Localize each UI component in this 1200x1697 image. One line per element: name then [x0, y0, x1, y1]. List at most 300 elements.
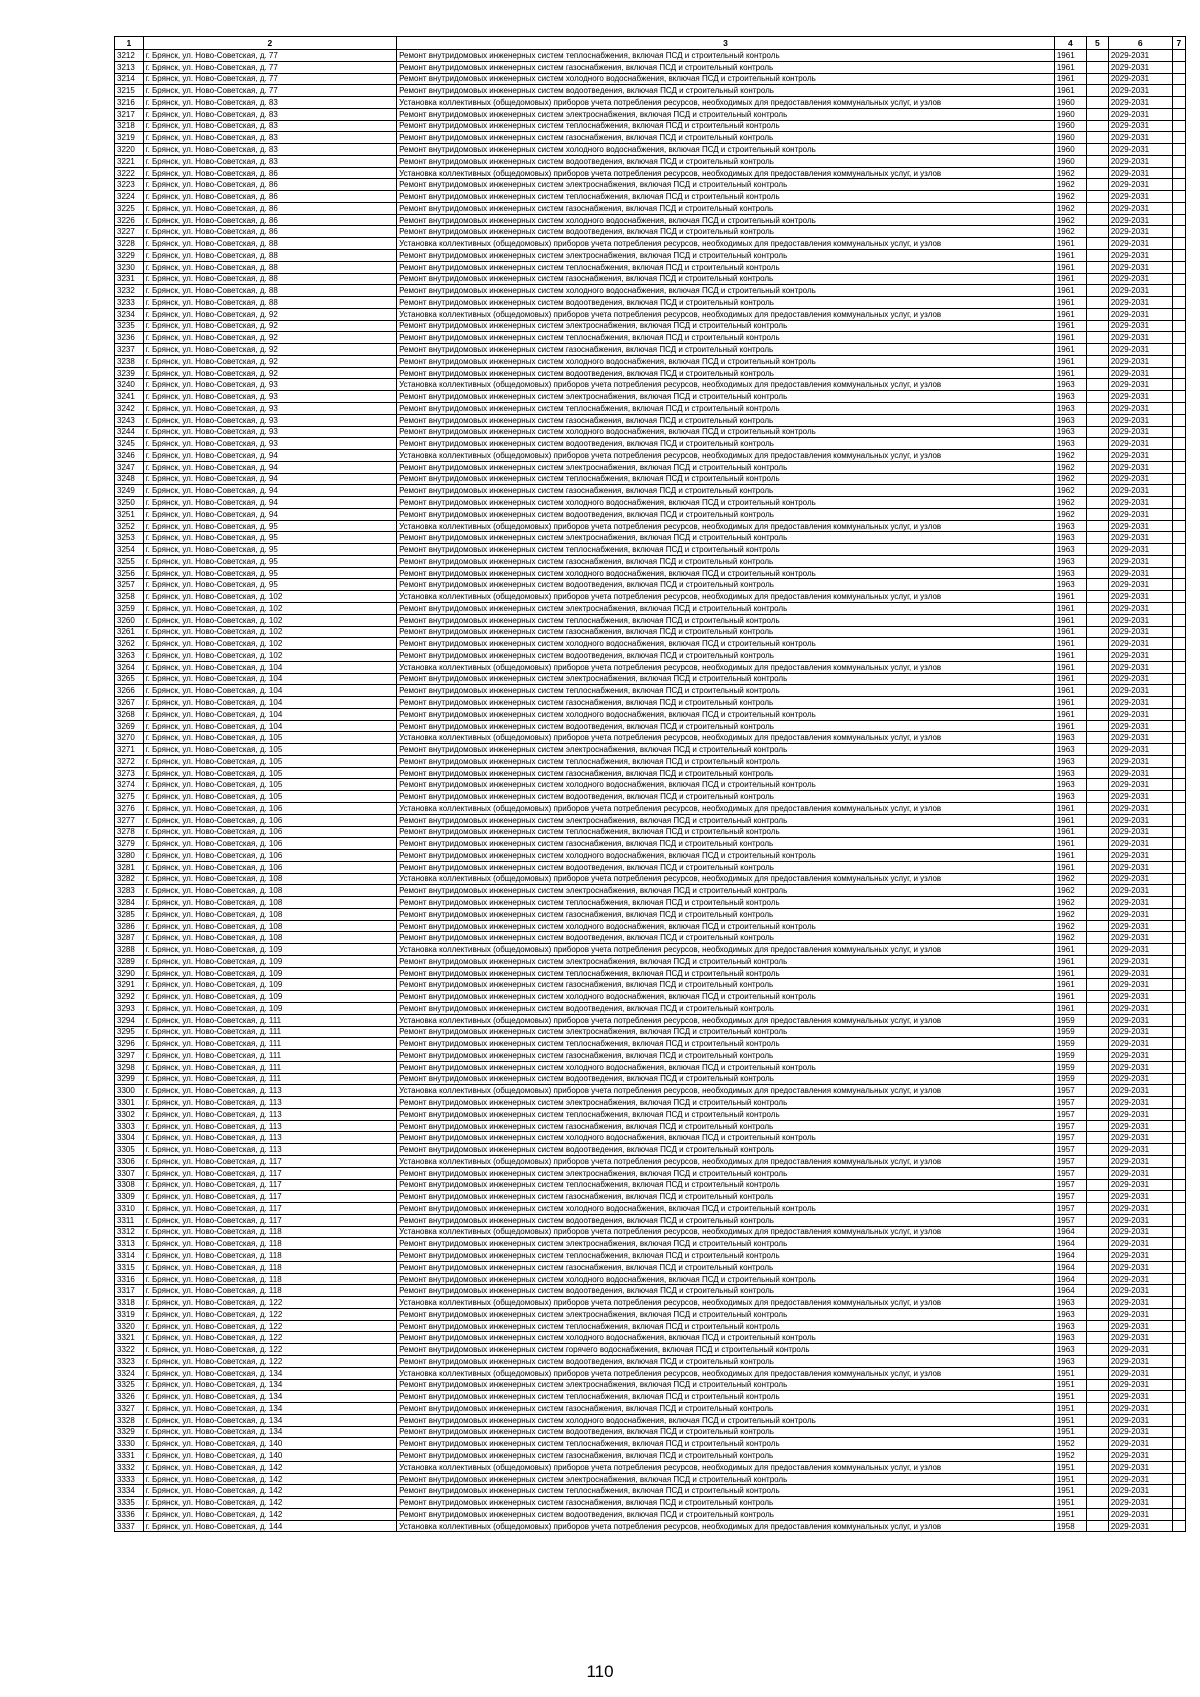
row-work-type: Ремонт внутридомовых инженерных систем электроснабжения, включая ПСД и строительный контроль [397, 885, 1055, 897]
row-work-type: Ремонт внутридомовых инженерных систем водоотведения, включая ПСД и строительный контроль [397, 720, 1055, 732]
row-period: 2029-2031 [1108, 708, 1172, 720]
row-address: г. Брянск, ул. Ново-Советская, д. 117 [143, 1191, 396, 1203]
row-col-7 [1172, 1391, 1185, 1403]
row-address: г. Брянск, ул. Ново-Советская, д. 105 [143, 732, 396, 744]
row-address: г. Брянск, ул. Ново-Советская, д. 108 [143, 920, 396, 932]
row-year: 1964 [1054, 1238, 1086, 1250]
row-col-5 [1086, 144, 1108, 156]
row-year: 1961 [1054, 850, 1086, 862]
row-address: г. Брянск, ул. Ново-Советская, д. 92 [143, 320, 396, 332]
row-col-5 [1086, 320, 1108, 332]
row-year: 1959 [1054, 1026, 1086, 1038]
row-address: г. Брянск, ул. Ново-Советская, д. 105 [143, 744, 396, 756]
row-work-type: Ремонт внутридомовых инженерных систем холодного водоснабжения, включая ПСД и строительный контроль [397, 1414, 1055, 1426]
row-period: 2029-2031 [1108, 1473, 1172, 1485]
table-row [115, 1014, 1186, 1026]
row-work-type: Ремонт внутридомовых инженерных систем газоснабжения, включая ПСД и строительный контроль [397, 1450, 1055, 1462]
row-address: г. Брянск, ул. Ново-Советская, д. 105 [143, 791, 396, 803]
row-work-type: Ремонт внутридомовых инженерных систем газоснабжения, включая ПСД и строительный контроль [397, 344, 1055, 356]
row-period: 2029-2031 [1108, 861, 1172, 873]
row-work-type: Ремонт внутридомовых инженерных систем водоотведения, включая ПСД и строительный контроль [397, 791, 1055, 803]
row-address: г. Брянск, ул. Ново-Советская, д. 142 [143, 1508, 396, 1520]
row-number: 3261 [115, 626, 144, 638]
row-period: 2029-2031 [1108, 391, 1172, 403]
row-work-type: Ремонт внутридомовых инженерных систем водоотведения, включая ПСД и строительный контроль [397, 579, 1055, 591]
row-work-type: Ремонт внутридомовых инженерных систем холодного водоснабжения, включая ПСД и строительный контроль [397, 708, 1055, 720]
row-number: 3335 [115, 1497, 144, 1509]
row-work-type: Ремонт внутридомовых инженерных систем теплоснабжения, включая ПСД и строительный контроль [397, 261, 1055, 273]
row-work-type: Ремонт внутридомовых инженерных систем электроснабжения, включая ПСД и строительный контроль [397, 673, 1055, 685]
row-col-7 [1172, 367, 1185, 379]
row-col-5 [1086, 1238, 1108, 1250]
row-address: г. Брянск, ул. Ново-Советская, д. 118 [143, 1261, 396, 1273]
row-work-type: Ремонт внутридомовых инженерных систем теплоснабжения, включая ПСД и строительный контроль [397, 1438, 1055, 1450]
row-col-7 [1172, 1003, 1185, 1015]
header-col-4: 4 [1054, 37, 1086, 50]
row-year: 1961 [1054, 308, 1086, 320]
row-period: 2029-2031 [1108, 1461, 1172, 1473]
row-number: 3224 [115, 191, 144, 203]
row-col-5 [1086, 97, 1108, 109]
row-period: 2029-2031 [1108, 155, 1172, 167]
row-year: 1961 [1054, 344, 1086, 356]
row-period: 2029-2031 [1108, 685, 1172, 697]
row-col-7 [1172, 332, 1185, 344]
row-col-5 [1086, 1497, 1108, 1509]
row-col-5 [1086, 179, 1108, 191]
row-col-5 [1086, 861, 1108, 873]
row-address: г. Брянск, ул. Ново-Советская, д. 111 [143, 1026, 396, 1038]
table-row [115, 626, 1186, 638]
row-year: 1962 [1054, 473, 1086, 485]
row-number: 3236 [115, 332, 144, 344]
row-address: г. Брянск, ул. Ново-Советская, д. 104 [143, 708, 396, 720]
row-work-type: Ремонт внутридомовых инженерных систем электроснабжения, включая ПСД и строительный контроль [397, 108, 1055, 120]
table-row [115, 50, 1186, 62]
row-work-type: Ремонт внутридомовых инженерных систем водоотведения, включая ПСД и строительный контроль [397, 932, 1055, 944]
row-address: г. Брянск, ул. Ново-Советская, д. 102 [143, 638, 396, 650]
row-col-5 [1086, 1379, 1108, 1391]
row-year: 1961 [1054, 297, 1086, 309]
row-col-5 [1086, 932, 1108, 944]
row-number: 3241 [115, 391, 144, 403]
row-year: 1961 [1054, 838, 1086, 850]
row-col-7 [1172, 1203, 1185, 1215]
row-period: 2029-2031 [1108, 1426, 1172, 1438]
row-period: 2029-2031 [1108, 50, 1172, 62]
row-work-type: Ремонт внутридомовых инженерных систем теплоснабжения, включая ПСД и строительный контроль [397, 50, 1055, 62]
row-work-type: Установка коллективных (общедомовых) приборов учета потребления ресурсов, необходимых для предоставления коммунальных услуг, и узлов [397, 1367, 1055, 1379]
row-work-type: Ремонт внутридомовых инженерных систем водоотведения, включая ПСД и строительный контроль [397, 508, 1055, 520]
row-period: 2029-2031 [1108, 1261, 1172, 1273]
row-col-5 [1086, 591, 1108, 603]
row-year: 1961 [1054, 967, 1086, 979]
row-number: 3284 [115, 897, 144, 909]
row-col-7 [1172, 1214, 1185, 1226]
row-work-type: Ремонт внутридомовых инженерных систем газоснабжения, включая ПСД и строительный контроль [397, 979, 1055, 991]
row-work-type: Ремонт внутридомовых инженерных систем газоснабжения, включая ПСД и строительный контроль [397, 626, 1055, 638]
row-col-5 [1086, 1520, 1108, 1532]
row-col-5 [1086, 426, 1108, 438]
row-address: г. Брянск, ул. Ново-Советская, д. 104 [143, 697, 396, 709]
row-number: 3283 [115, 885, 144, 897]
row-col-7 [1172, 97, 1185, 109]
row-col-5 [1086, 61, 1108, 73]
row-col-7 [1172, 803, 1185, 815]
row-col-5 [1086, 1085, 1108, 1097]
table-row [115, 1073, 1186, 1085]
row-col-5 [1086, 273, 1108, 285]
row-number: 3274 [115, 779, 144, 791]
table-row [115, 202, 1186, 214]
row-year: 1962 [1054, 461, 1086, 473]
row-col-5 [1086, 167, 1108, 179]
row-col-5 [1086, 614, 1108, 626]
row-year: 1962 [1054, 497, 1086, 509]
row-address: г. Брянск, ул. Ново-Советская, д. 118 [143, 1238, 396, 1250]
row-year: 1963 [1054, 379, 1086, 391]
row-period: 2029-2031 [1108, 1320, 1172, 1332]
table-row [115, 697, 1186, 709]
row-number: 3294 [115, 1014, 144, 1026]
row-col-5 [1086, 1050, 1108, 1062]
row-col-7 [1172, 720, 1185, 732]
row-address: г. Брянск, ул. Ново-Советская, д. 109 [143, 991, 396, 1003]
row-address: г. Брянск, ул. Ново-Советская, д. 94 [143, 508, 396, 520]
row-number: 3324 [115, 1367, 144, 1379]
row-col-7 [1172, 155, 1185, 167]
row-period: 2029-2031 [1108, 238, 1172, 250]
table-row [115, 191, 1186, 203]
row-work-type: Ремонт внутридомовых инженерных систем газоснабжения, включая ПСД и строительный контроль [397, 1050, 1055, 1062]
row-period: 2029-2031 [1108, 261, 1172, 273]
table-row [115, 238, 1186, 250]
works-table-sheet [114, 36, 1186, 1532]
row-year: 1962 [1054, 191, 1086, 203]
row-address: г. Брянск, ул. Ново-Советская, д. 83 [143, 144, 396, 156]
row-col-7 [1172, 1461, 1185, 1473]
row-work-type: Ремонт внутридомовых инженерных систем теплоснабжения, включая ПСД и строительный контроль [397, 120, 1055, 132]
row-year: 1963 [1054, 779, 1086, 791]
row-number: 3330 [115, 1438, 144, 1450]
row-col-5 [1086, 1508, 1108, 1520]
row-col-5 [1086, 720, 1108, 732]
row-number: 3291 [115, 979, 144, 991]
row-col-5 [1086, 1450, 1108, 1462]
row-col-7 [1172, 50, 1185, 62]
row-period: 2029-2031 [1108, 144, 1172, 156]
row-year: 1963 [1054, 532, 1086, 544]
row-address: г. Брянск, ул. Ново-Советская, д. 117 [143, 1155, 396, 1167]
row-address: г. Брянск, ул. Ново-Советская, д. 122 [143, 1332, 396, 1344]
row-year: 1963 [1054, 1320, 1086, 1332]
row-period: 2029-2031 [1108, 250, 1172, 262]
row-year: 1961 [1054, 61, 1086, 73]
row-address: г. Брянск, ул. Ново-Советская, д. 102 [143, 602, 396, 614]
row-year: 1957 [1054, 1167, 1086, 1179]
row-number: 3259 [115, 602, 144, 614]
row-work-type: Ремонт внутридомовых инженерных систем холодного водоснабжения, включая ПСД и строительный контроль [397, 1203, 1055, 1215]
row-address: г. Брянск, ул. Ново-Советская, д. 94 [143, 485, 396, 497]
row-period: 2029-2031 [1108, 1355, 1172, 1367]
row-col-5 [1086, 250, 1108, 262]
row-address: г. Брянск, ул. Ново-Советская, д. 88 [143, 273, 396, 285]
row-address: г. Брянск, ул. Ново-Советская, д. 140 [143, 1438, 396, 1450]
row-work-type: Ремонт внутридомовых инженерных систем теплоснабжения, включая ПСД и строительный контроль [397, 967, 1055, 979]
table-row [115, 1203, 1186, 1215]
table-row [115, 1367, 1186, 1379]
row-col-7 [1172, 1332, 1185, 1344]
row-col-7 [1172, 1297, 1185, 1309]
table-row [115, 1379, 1186, 1391]
table-row [115, 685, 1186, 697]
row-number: 3275 [115, 791, 144, 803]
row-address: г. Брянск, ул. Ново-Советская, д. 83 [143, 108, 396, 120]
row-period: 2029-2031 [1108, 638, 1172, 650]
row-col-5 [1086, 1273, 1108, 1285]
row-work-type: Установка коллективных (общедомовых) приборов учета потребления ресурсов, необходимых для предоставления коммунальных услуг, и узлов [397, 167, 1055, 179]
table-row [115, 1038, 1186, 1050]
row-col-5 [1086, 920, 1108, 932]
row-col-5 [1086, 650, 1108, 662]
row-work-type: Ремонт внутридомовых инженерных систем газоснабжения, включая ПСД и строительный контроль [397, 697, 1055, 709]
table-row [115, 661, 1186, 673]
row-period: 2029-2031 [1108, 650, 1172, 662]
table-row [115, 520, 1186, 532]
row-col-7 [1172, 579, 1185, 591]
row-number: 3265 [115, 673, 144, 685]
row-period: 2029-2031 [1108, 1344, 1172, 1356]
row-number: 3327 [115, 1403, 144, 1415]
row-year: 1961 [1054, 955, 1086, 967]
row-period: 2029-2031 [1108, 850, 1172, 862]
row-col-7 [1172, 426, 1185, 438]
row-col-5 [1086, 1308, 1108, 1320]
table-row [115, 1332, 1186, 1344]
table-row [115, 1226, 1186, 1238]
row-col-5 [1086, 1485, 1108, 1497]
row-col-7 [1172, 1320, 1185, 1332]
row-address: г. Брянск, ул. Ново-Советская, д. 93 [143, 379, 396, 391]
row-period: 2029-2031 [1108, 1367, 1172, 1379]
row-col-5 [1086, 708, 1108, 720]
row-number: 3299 [115, 1073, 144, 1085]
row-number: 3297 [115, 1050, 144, 1062]
row-work-type: Установка коллективных (общедомовых) приборов учета потребления ресурсов, необходимых для предоставления коммунальных услуг, и узлов [397, 1226, 1055, 1238]
table-row [115, 932, 1186, 944]
row-year: 1963 [1054, 732, 1086, 744]
row-col-7 [1172, 544, 1185, 556]
row-col-5 [1086, 1167, 1108, 1179]
row-col-7 [1172, 1132, 1185, 1144]
row-col-5 [1086, 450, 1108, 462]
row-work-type: Установка коллективных (общедомовых) приборов учета потребления ресурсов, необходимых для предоставления коммунальных услуг, и узлов [397, 97, 1055, 109]
row-col-5 [1086, 1403, 1108, 1415]
row-number: 3243 [115, 414, 144, 426]
row-year: 1963 [1054, 791, 1086, 803]
table-row [115, 1285, 1186, 1297]
table-row [115, 955, 1186, 967]
row-year: 1964 [1054, 1250, 1086, 1262]
row-number: 3219 [115, 132, 144, 144]
row-period: 2029-2031 [1108, 1120, 1172, 1132]
row-period: 2029-2031 [1108, 1508, 1172, 1520]
row-col-5 [1086, 1191, 1108, 1203]
row-number: 3222 [115, 167, 144, 179]
row-address: г. Брянск, ул. Ново-Советская, д. 95 [143, 544, 396, 556]
row-col-7 [1172, 838, 1185, 850]
row-work-type: Ремонт внутридомовых инженерных систем водоотведения, включая ПСД и строительный контроль [397, 1144, 1055, 1156]
row-col-7 [1172, 1250, 1185, 1262]
works-table [114, 36, 1186, 1532]
row-period: 2029-2031 [1108, 767, 1172, 779]
row-number: 3225 [115, 202, 144, 214]
row-number: 3212 [115, 50, 144, 62]
row-col-7 [1172, 473, 1185, 485]
row-period: 2029-2031 [1108, 1191, 1172, 1203]
row-address: г. Брянск, ул. Ново-Советская, д. 122 [143, 1297, 396, 1309]
row-address: г. Брянск, ул. Ново-Советская, д. 109 [143, 955, 396, 967]
row-col-5 [1086, 1285, 1108, 1297]
row-col-5 [1086, 1026, 1108, 1038]
row-work-type: Ремонт внутридомовых инженерных систем теплоснабжения, включая ПСД и строительный контроль [397, 826, 1055, 838]
row-col-7 [1172, 885, 1185, 897]
row-number: 3238 [115, 355, 144, 367]
table-row [115, 1273, 1186, 1285]
row-period: 2029-2031 [1108, 1332, 1172, 1344]
row-number: 3281 [115, 861, 144, 873]
row-period: 2029-2031 [1108, 497, 1172, 509]
table-row [115, 991, 1186, 1003]
table-row [115, 791, 1186, 803]
row-year: 1960 [1054, 132, 1086, 144]
row-year: 1957 [1054, 1155, 1086, 1167]
row-year: 1961 [1054, 944, 1086, 956]
row-address: г. Брянск, ул. Ново-Советская, д. 95 [143, 520, 396, 532]
row-address: г. Брянск, ул. Ново-Советская, д. 108 [143, 873, 396, 885]
table-row [115, 1461, 1186, 1473]
table-row [115, 320, 1186, 332]
row-work-type: Ремонт внутридомовых инженерных систем электроснабжения, включая ПСД и строительный контроль [397, 320, 1055, 332]
table-row [115, 379, 1186, 391]
row-year: 1964 [1054, 1273, 1086, 1285]
table-row [115, 638, 1186, 650]
row-year: 1951 [1054, 1485, 1086, 1497]
row-year: 1961 [1054, 614, 1086, 626]
row-work-type: Ремонт внутридомовых инженерных систем теплоснабжения, включая ПСД и строительный контроль [397, 685, 1055, 697]
row-number: 3226 [115, 214, 144, 226]
row-work-type: Установка коллективных (общедомовых) приборов учета потребления ресурсов, необходимых для предоставления коммунальных услуг, и узлов [397, 1461, 1055, 1473]
header-col-7: 7 [1172, 37, 1185, 50]
row-work-type: Установка коллективных (общедомовых) приборов учета потребления ресурсов, необходимых для предоставления коммунальных услуг, и узлов [397, 520, 1055, 532]
row-period: 2029-2031 [1108, 979, 1172, 991]
table-row [115, 1497, 1186, 1509]
row-number: 3319 [115, 1308, 144, 1320]
row-period: 2029-2031 [1108, 1285, 1172, 1297]
table-row [115, 861, 1186, 873]
table-row [115, 261, 1186, 273]
row-period: 2029-2031 [1108, 473, 1172, 485]
row-number: 3296 [115, 1038, 144, 1050]
row-work-type: Ремонт внутридомовых инженерных систем газоснабжения, включая ПСД и строительный контроль [397, 414, 1055, 426]
row-period: 2029-2031 [1108, 567, 1172, 579]
row-period: 2029-2031 [1108, 355, 1172, 367]
table-row [115, 226, 1186, 238]
row-address: г. Брянск, ул. Ново-Советская, д. 117 [143, 1179, 396, 1191]
row-period: 2029-2031 [1108, 955, 1172, 967]
row-address: г. Брянск, ул. Ново-Советская, д. 77 [143, 61, 396, 73]
row-period: 2029-2031 [1108, 732, 1172, 744]
row-year: 1951 [1054, 1426, 1086, 1438]
row-period: 2029-2031 [1108, 214, 1172, 226]
table-row [115, 426, 1186, 438]
row-year: 1961 [1054, 50, 1086, 62]
row-period: 2029-2031 [1108, 614, 1172, 626]
row-period: 2029-2031 [1108, 1238, 1172, 1250]
row-col-7 [1172, 826, 1185, 838]
row-number: 3272 [115, 755, 144, 767]
row-work-type: Ремонт внутридомовых инженерных систем электроснабжения, включая ПСД и строительный контроль [397, 1097, 1055, 1109]
row-period: 2029-2031 [1108, 308, 1172, 320]
row-address: г. Брянск, ул. Ново-Советская, д. 117 [143, 1167, 396, 1179]
row-period: 2029-2031 [1108, 402, 1172, 414]
row-work-type: Ремонт внутридомовых инженерных систем водоотведения, включая ПСД и строительный контроль [397, 1073, 1055, 1085]
row-number: 3252 [115, 520, 144, 532]
row-col-5 [1086, 626, 1108, 638]
row-address: г. Брянск, ул. Ново-Советская, д. 95 [143, 532, 396, 544]
row-period: 2029-2031 [1108, 320, 1172, 332]
row-period: 2029-2031 [1108, 367, 1172, 379]
row-year: 1959 [1054, 1050, 1086, 1062]
table-row [115, 979, 1186, 991]
row-address: г. Брянск, ул. Ново-Советская, д. 83 [143, 120, 396, 132]
row-col-5 [1086, 1391, 1108, 1403]
row-work-type: Ремонт внутридомовых инженерных систем электроснабжения, включая ПСД и строительный контроль [397, 250, 1055, 262]
row-work-type: Ремонт внутридомовых инженерных систем газоснабжения, включая ПСД и строительный контроль [397, 1120, 1055, 1132]
row-address: г. Брянск, ул. Ново-Советская, д. 113 [143, 1120, 396, 1132]
row-number: 3287 [115, 932, 144, 944]
row-number: 3323 [115, 1355, 144, 1367]
row-col-5 [1086, 1226, 1108, 1238]
row-number: 3234 [115, 308, 144, 320]
row-year: 1961 [1054, 650, 1086, 662]
row-col-5 [1086, 979, 1108, 991]
row-work-type: Ремонт внутридомовых инженерных систем газоснабжения, включая ПСД и строительный контроль [397, 1403, 1055, 1415]
row-address: г. Брянск, ул. Ново-Советская, д. 93 [143, 426, 396, 438]
row-col-5 [1086, 638, 1108, 650]
row-col-5 [1086, 355, 1108, 367]
row-number: 3250 [115, 497, 144, 509]
row-col-7 [1172, 450, 1185, 462]
row-col-7 [1172, 85, 1185, 97]
row-col-5 [1086, 508, 1108, 520]
row-address: г. Брянск, ул. Ново-Советская, д. 102 [143, 591, 396, 603]
row-col-7 [1172, 73, 1185, 85]
row-year: 1963 [1054, 544, 1086, 556]
row-address: г. Брянск, ул. Ново-Советская, д. 108 [143, 897, 396, 909]
row-year: 1961 [1054, 1003, 1086, 1015]
row-year: 1961 [1054, 685, 1086, 697]
row-year: 1963 [1054, 1297, 1086, 1309]
table-row [115, 214, 1186, 226]
row-col-5 [1086, 814, 1108, 826]
row-col-5 [1086, 1261, 1108, 1273]
row-number: 3317 [115, 1285, 144, 1297]
row-col-5 [1086, 1473, 1108, 1485]
row-col-5 [1086, 473, 1108, 485]
row-col-7 [1172, 1379, 1185, 1391]
row-col-5 [1086, 344, 1108, 356]
